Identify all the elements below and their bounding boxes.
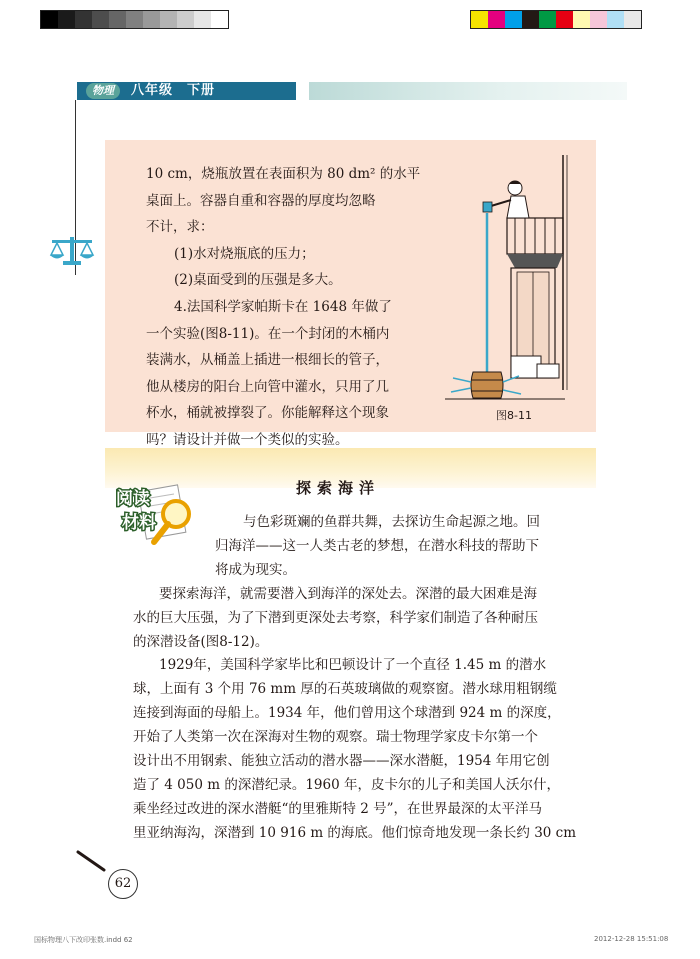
color-calibration-bar (470, 10, 642, 29)
exercise-line: 不计，求： (146, 219, 214, 236)
exercise-line: 桌面上。容器自重和容器的厚度均忽略 (146, 192, 376, 209)
color-swatch (522, 11, 539, 28)
exercise-line: 杯水，桶就被撑裂了。你能解释这个现象 (146, 405, 389, 422)
balance-scale-icon (48, 235, 96, 267)
color-swatch (573, 11, 590, 28)
grayscale-swatch (126, 11, 143, 28)
print-slug-file: 国标物理八下改印张数.indd 62 (34, 936, 133, 944)
reading-line: 的深潜设备(图8-12)。 (133, 633, 269, 650)
grayscale-swatch (109, 11, 126, 28)
reading-line: 设计出不用钢索、能独立活动的潜水器——深水潜艇，1954 年用它创 (133, 753, 550, 770)
color-swatch (488, 11, 505, 28)
reading-line: 造了 4 050 m 的深潜纪录。1960 年，皮卡尔的儿子和美国人沃尔什， (133, 776, 560, 793)
exercise-line: 一个实验(图8-11)。在一个封闭的木桶内 (146, 325, 390, 342)
grayscale-calibration-bar (40, 10, 229, 29)
color-swatch (556, 11, 573, 28)
print-slug-timestamp: 2012-12-28 15:51:08 (594, 935, 669, 943)
grayscale-swatch (211, 11, 228, 28)
magnifier-icon (74, 848, 114, 878)
pascal-barrel-illustration (445, 150, 575, 400)
grayscale-swatch (160, 11, 177, 28)
book-title: 八年级 下册 (131, 83, 216, 98)
reading-line: 归海洋——这一人类古老的梦想，在潜水科技的帮助下 (215, 537, 539, 554)
exercise-line: 10 cm，烧瓶放置在表面积为 80 dm² 的水平 (146, 166, 421, 182)
reading-line: 里亚纳海沟，深潜到 10 916 m 的海底。他们惊奇地发现一条长约 30 cm (133, 824, 577, 841)
reading-line: 开始了人类第一次在深海对生物的观察。瑞士物理学家皮卡尔第一个 (133, 729, 538, 746)
color-swatch (539, 11, 556, 28)
grayscale-swatch (75, 11, 92, 28)
exercise-line: 4.法国科学家帕斯卡在 1648 年做了 (174, 298, 392, 315)
grayscale-swatch (41, 11, 58, 28)
grayscale-swatch (177, 11, 194, 28)
exercise-line: 吗？请设计并做一个类似的实验。 (146, 431, 349, 448)
reading-line: 1929年，美国科学家毕比和巴顿设计了一个直径 1.45 m 的潜水 (159, 657, 547, 674)
logo-text-reading: 阅读 (116, 489, 150, 509)
reading-line: 与色彩斑斓的鱼群共舞，去探访生命起源之地。回 (243, 514, 540, 530)
grayscale-swatch (194, 11, 211, 28)
grayscale-swatch (143, 11, 160, 28)
reading-text (105, 511, 596, 846)
reading-line: 将成为现实。 (215, 561, 296, 578)
exercise-line: (1)水对烧瓶底的压力； (174, 245, 315, 262)
color-swatch (590, 11, 607, 28)
reading-line: 乘坐经过改进的深水潜艇“的里雅斯特 2 号”，在世界最深的太平洋马 (133, 800, 542, 817)
reading-line: 连接到海面的母船上。1934 年，他们曾用这个球潜到 924 m 的深度， (133, 705, 561, 722)
color-swatch (624, 11, 641, 28)
grayscale-swatch (92, 11, 109, 28)
reading-title: 探索海洋 (296, 479, 381, 497)
header-band-gradient (309, 82, 627, 100)
figure-caption: 图8-11 (496, 409, 532, 422)
reading-line: 要探索海洋，就需要潜入到海洋的深处去。深潜的最大困难是海 (159, 585, 537, 602)
subject-badge: 物理 (86, 83, 120, 99)
reading-line: 水的巨大压强，为了下潜到更深处去考察，科学家们制造了各种耐压 (133, 609, 538, 626)
logo-text-material: 材料 (122, 513, 156, 533)
page-number: 62 (108, 869, 138, 899)
color-swatch (471, 11, 488, 28)
grayscale-swatch (58, 11, 75, 28)
exercise-line: 装满水，从桶盖上插进一根细长的管子， (146, 352, 389, 369)
reading-line: 球，上面有 3 个用 76 mm 厚的石英玻璃做的观察窗。潜水球用粗钢缆 (133, 681, 557, 698)
color-swatch (505, 11, 522, 28)
exercise-line: (2)桌面受到的压强是多大。 (174, 272, 342, 289)
color-swatch (607, 11, 624, 28)
exercise-text (146, 161, 476, 454)
exercise-line: 他从楼房的阳台上向管中灌水，只用了几 (146, 378, 389, 395)
